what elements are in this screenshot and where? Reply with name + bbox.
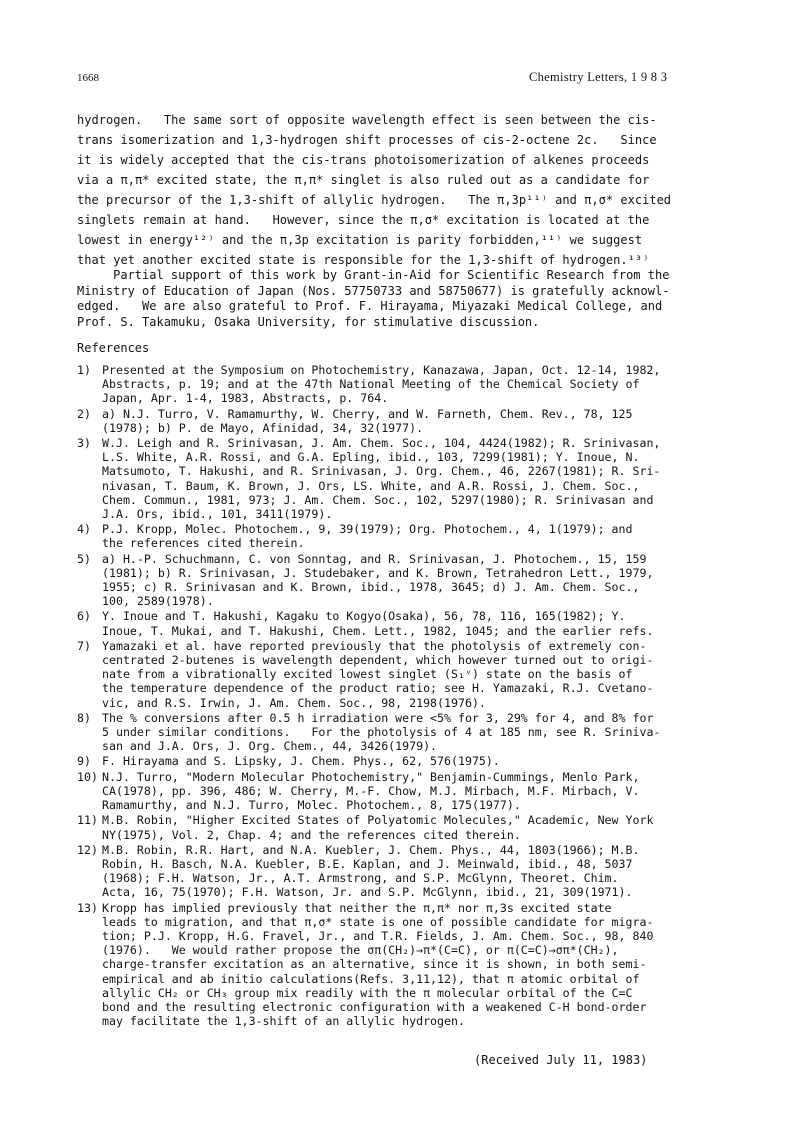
- body-line: that yet another excited state is responsible for the 1,3-shift of hydrogen.¹³⁾: [77, 253, 650, 267]
- references-list: [77, 363, 727, 1029]
- reference-item: [77, 609, 727, 637]
- reference-number: 9): [77, 754, 91, 769]
- reference-line: Inoue, T. Mukai, and T. Hakushi, Chem. Lett., 1982, 1045; and the earlier refs.: [102, 623, 654, 638]
- reference-line: (1976). We would rather propose the σπ(CH₂)→π*(C=C), or π(C=C)→σπ*(CH₂),: [102, 943, 619, 958]
- reference-line: NY(1975), Vol. 2, Chap. 4; and the references cited therein.: [102, 827, 521, 842]
- body-line: lowest in energy¹²⁾ and the π,3p excitation is parity forbidden,¹¹⁾ we suggest: [77, 233, 643, 247]
- reference-line: empirical and ab initio calculations(Refs. 3,11,12), that π atomic orbital of: [102, 971, 640, 986]
- reference-line: P.J. Kropp, Molec. Photochem., 9, 39(1979); Org. Photochem., 4, 1(1979); and: [102, 522, 633, 537]
- reference-line: nate from a vibrationally excited lowest singlet (S₁ᵛ) state on the basis of: [102, 667, 633, 682]
- references-heading: References: [77, 341, 150, 355]
- reference-line: allylic CH₂ or CH₃ group mix readily with the π molecular orbital of the C=C: [102, 985, 633, 1000]
- reference-line: M.B. Robin, "Higher Excited States of Polyatomic Molecules," Academic, New York: [102, 813, 654, 828]
- body-paragraph: [77, 110, 717, 270]
- reference-item: [77, 813, 727, 841]
- reference-number: 7): [77, 638, 91, 653]
- reference-number: 6): [77, 609, 91, 624]
- reference-item: [77, 363, 727, 406]
- reference-line: W.J. Leigh and R. Srinivasan, J. Am. Chem. Soc., 104, 4424(1982); R. Srinivasan,: [102, 436, 661, 451]
- reference-number: 13): [77, 900, 98, 915]
- reference-line: 5 under similar conditions. For the photolysis of 4 at 185 nm, see R. Sriniva-: [102, 725, 661, 740]
- reference-number: 3): [77, 436, 91, 451]
- reference-line: L.S. White, A.R. Rossi, and G.A. Epling, ibid., 103, 7299(1981); Y. Inoue, N.: [102, 450, 640, 465]
- reference-number: 4): [77, 522, 91, 537]
- reference-item: [77, 407, 727, 435]
- reference-line: Japan, Apr. 1-4, 1983, Abstracts, p. 764.: [102, 391, 389, 406]
- reference-item: [77, 754, 727, 768]
- reference-number: 11): [77, 813, 98, 828]
- reference-line: Chem. Commun., 1981, 973; J. Am. Chem. Soc., 102, 5297(1980); R. Srinivasan and: [102, 492, 654, 507]
- reference-line: bond and the resulting electronic configuration with a weakened C-H bond-order: [102, 999, 647, 1014]
- reference-line: (1978); b) P. de Mayo, Afinidad, 34, 32(1977).: [102, 420, 424, 435]
- reference-item: [77, 843, 727, 900]
- ack-line: Prof. S. Takamuku, Osaka University, for stimulative discussion.: [77, 314, 540, 329]
- reference-line: leads to migration, and that π,σ* state is one of possible candidate for migra-: [102, 914, 654, 929]
- reference-line: Abstracts, p. 19; and at the 47th National Meeting of the Chemical Society of: [102, 377, 640, 392]
- reference-item: [77, 711, 727, 754]
- reference-line: Acta, 16, 75(1970); F.H. Watson, Jr. and S.P. McGlynn, ibid., 21, 309(1971).: [102, 885, 633, 900]
- reference-line: Kropp has implied previously that neither the π,π* nor π,3s excited state: [102, 900, 612, 915]
- reference-line: The % conversions after 0.5 h irradiation were <5% for 3, 29% for 4, and 8% for: [102, 710, 654, 725]
- body-line: trans isomerization and 1,3-hydrogen shift processes of cis-2-octene 2c. Since: [77, 133, 657, 147]
- reference-line: 1955; c) R. Srinivasan and K. Brown, ibid., 1978, 3645; d) J. Am. Chem. Soc.,: [102, 580, 640, 595]
- reference-number: 5): [77, 551, 91, 566]
- reference-line: F. Hirayama and S. Lipsky, J. Chem. Phys., 62, 576(1975).: [102, 754, 500, 769]
- reference-line: M.B. Robin, R.R. Hart, and N.A. Kuebler, J. Chem. Phys., 44, 1803(1966); M.B.: [102, 842, 640, 857]
- reference-line: charge-transfer excitation as an alternative, since it is shown, in both semi-: [102, 957, 647, 972]
- reference-line: the references cited therein.: [102, 536, 305, 551]
- body-line: the precursor of the 1,3-shift of allylic hydrogen. The π,3p¹¹⁾ and π,σ* excited: [77, 193, 672, 207]
- reference-line: nivasan, T. Baum, K. Brown, J. Ors, LS. White, and A.R. Rossi, J. Chem. Soc.,: [102, 478, 640, 493]
- acknowledgment-paragraph: [77, 268, 717, 330]
- ack-line: Ministry of Education of Japan (Nos. 57750733 and 58750677) is gratefully acknowl-: [77, 283, 670, 298]
- reference-line: a) N.J. Turro, V. Ramamurthy, W. Cherry, and W. Farneth, Chem. Rev., 78, 125: [102, 406, 633, 421]
- reference-item: [77, 552, 727, 609]
- received-date: (Received July 11, 1983): [474, 1053, 648, 1067]
- reference-line: Ramamurthy, and N.J. Turro, Molec. Photochem., 8, 175(1977).: [102, 798, 521, 813]
- reference-line: (1968); F.H. Watson, Jr., A.T. Armstrong, and S.P. McGlynn, Theoret. Chim.: [102, 871, 619, 886]
- reference-item: [77, 639, 727, 710]
- reference-number: 2): [77, 406, 91, 421]
- reference-line: san and J.A. Ors, J. Org. Chem., 44, 3426(1979).: [102, 739, 438, 754]
- body-line: it is widely accepted that the cis-trans photoisomerization of alkenes proceeds: [77, 153, 650, 167]
- body-line: hydrogen. The same sort of opposite wavelength effect is seen between the cis-: [77, 113, 657, 127]
- reference-number: 12): [77, 842, 98, 857]
- reference-line: Matsumoto, T. Hakushi, and R. Srinivasan, J. Org. Chem., 46, 2267(1981); R. Sri-: [102, 464, 661, 479]
- page-number: 1668: [77, 72, 99, 84]
- reference-line: centrated 2-butenes is wavelength dependent, which however turned out to origi-: [102, 653, 654, 668]
- reference-line: (1981); b) R. Srinivasan, J. Studebaker, and K. Brown, Tetrahedron Lett., 1979,: [102, 565, 654, 580]
- reference-number: 1): [77, 363, 91, 377]
- reference-item: [77, 901, 727, 1029]
- reference-line: N.J. Turro, "Modern Molecular Photochemistry," Benjamin-Cummings, Menlo Park,: [102, 769, 640, 784]
- body-line: via a π,π* excited state, the π,π* singlet is also ruled out as a candidate for: [77, 173, 650, 187]
- reference-number: 8): [77, 710, 91, 725]
- reference-line: tion; P.J. Kropp, H.G. Fravel, Jr., and T.R. Fields, J. Am. Chem. Soc., 98, 840: [102, 928, 654, 943]
- reference-line: the temperature dependence of the product ratio; see H. Yamazaki, R.J. Cvetano-: [102, 681, 654, 696]
- reference-item: [77, 436, 727, 521]
- reference-line: vic, and R.S. Irwin, J. Am. Chem. Soc., 98, 2198(1976).: [102, 695, 486, 710]
- reference-line: CA(1978), pp. 396, 486; W. Cherry, M.-F. Chow, M.J. Mirbach, M.F. Mirbach, V.: [102, 783, 640, 798]
- reference-line: Presented at the Symposium on Photochemistry, Kanazawa, Japan, Oct. 12-14, 1982,: [102, 363, 661, 377]
- ack-line: edged. We are also grateful to Prof. F. Hirayama, Miyazaki Medical College, and: [77, 299, 663, 314]
- reference-line: may facilitate the 1,3-shift of an allylic hydrogen.: [102, 1014, 465, 1029]
- journal-header: Chemistry Letters, 1 9 8 3: [529, 70, 668, 84]
- body-line: singlets remain at hand. However, since the π,σ* excitation is located at the: [77, 213, 650, 227]
- reference-line: Y. Inoue and T. Hakushi, Kagaku to Kogyo(Osaka), 56, 78, 116, 165(1982); Y.: [102, 609, 626, 624]
- reference-line: a) H.-P. Schuchmann, C. von Sonntag, and R. Srinivasan, J. Photochem., 15, 159: [102, 551, 647, 566]
- ack-line: Partial support of this work by Grant-in-Aid for Scientific Research from the: [77, 268, 670, 282]
- reference-number: 10): [77, 769, 98, 784]
- reference-line: 100, 2589(1978).: [102, 594, 214, 609]
- reference-item: [77, 522, 727, 550]
- reference-line: Yamazaki et al. have reported previously that the photolysis of extremely con-: [102, 638, 647, 653]
- reference-line: Robin, H. Basch, N.A. Kuebler, B.E. Kaplan, and J. Meinwald, ibid., 48, 5037: [102, 856, 633, 871]
- reference-line: J.A. Ors, ibid., 101, 3411(1979).: [102, 507, 333, 522]
- reference-item: [77, 770, 727, 813]
